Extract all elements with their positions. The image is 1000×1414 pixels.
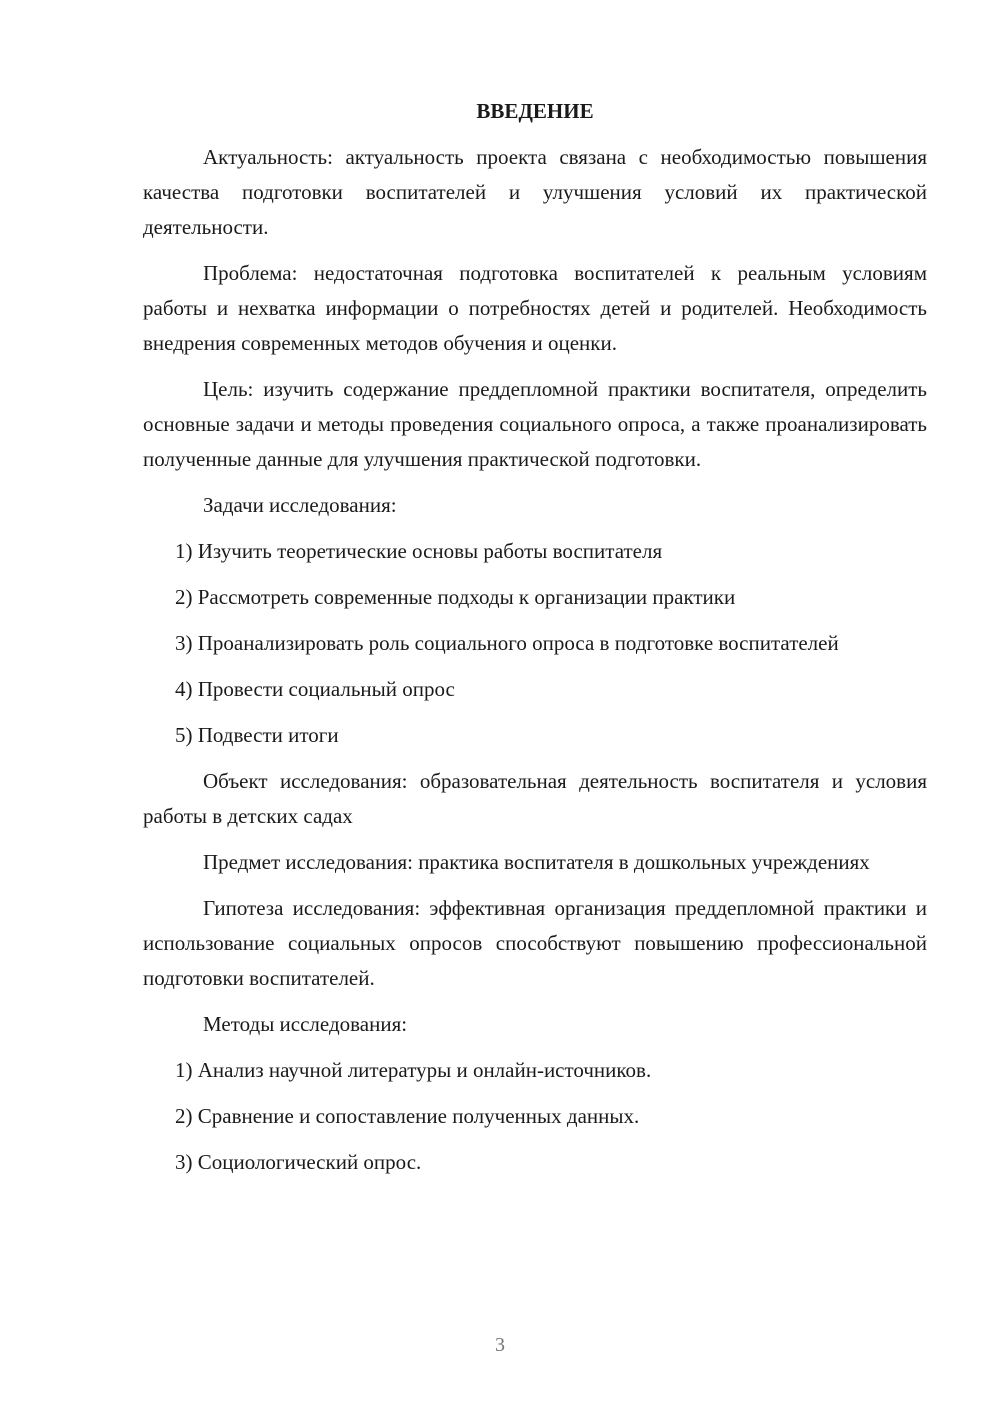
task-item: 2) Рассмотреть современные подходы к организации практики — [175, 585, 736, 609]
hypothesis-paragraph: Гипотеза исследования: эффективная организация преддепломной практики и использование социальных опросов способствуют повышению профессиональной подготовки воспитателей. — [143, 896, 927, 990]
subject-paragraph: Предмет исследования: практика воспитателя в дошкольных учреждениях — [203, 850, 870, 874]
task-item: 3) Проанализировать роль социального опроса в подготовке воспитателей — [175, 631, 839, 655]
task-item: 4) Провести социальный опрос — [175, 677, 455, 701]
document-page — [143, 96, 927, 1191]
method-item: 1) Анализ научной литературы и онлайн-источников. — [175, 1058, 652, 1082]
tasks-heading: Задачи исследования: — [203, 493, 397, 517]
problem-paragraph: Проблема: недостаточная подготовка воспитателей к реальным условиям работы и нехватка информации о потребностях детей и родителей. Необходимость внедрения современных методов обучения и оценки. — [143, 261, 927, 355]
object-paragraph: Объект исследования: образовательная деятельность воспитателя и условия работы в детских садах — [143, 769, 927, 828]
goal-paragraph: Цель: изучить содержание преддепломной практики воспитателя, определить основные задачи и методы проведения социального опроса, а также проанализировать полученные данные для улучшения практической подготовки. — [143, 377, 927, 471]
methods-heading: Методы исследования: — [203, 1012, 408, 1036]
method-item: 3) Социологический опрос. — [175, 1150, 422, 1174]
relevance-paragraph: Актуальность: актуальность проекта связана с необходимостью повышения качества подготовки воспитателей и улучшения условий их практической деятельности. — [143, 145, 927, 239]
task-item: 5) Подвести итоги — [175, 723, 339, 747]
page-title: ВВЕДЕНИЕ — [476, 99, 594, 123]
page-number: 3 — [495, 1334, 505, 1356]
task-item: 1) Изучить теоретические основы работы воспитателя — [175, 539, 663, 563]
method-item: 2) Сравнение и сопоставление полученных данных. — [175, 1104, 640, 1128]
